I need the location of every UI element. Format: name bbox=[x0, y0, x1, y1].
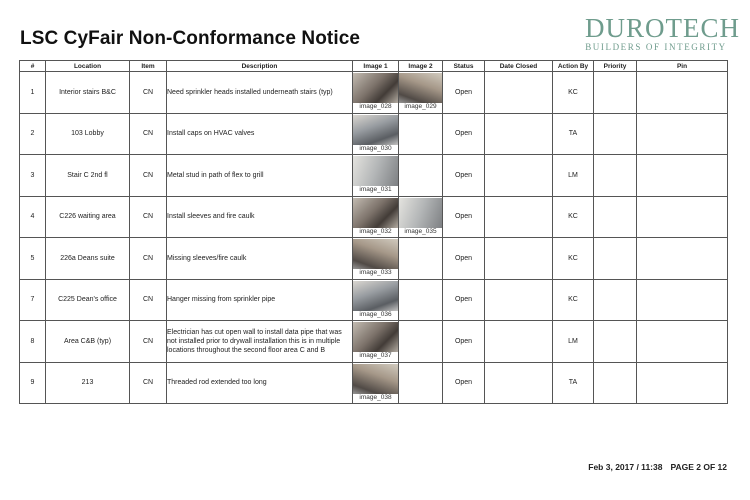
row-status: Open bbox=[443, 238, 485, 280]
table-row bbox=[20, 155, 728, 197]
row-pin bbox=[637, 196, 728, 238]
image-caption: image_029 bbox=[404, 103, 437, 111]
image2-cell[interactable] bbox=[399, 72, 443, 114]
durotech-logo bbox=[585, 13, 740, 52]
page-title: LSC CyFair Non-Conformance Notice bbox=[20, 28, 361, 49]
col-header-item: Item bbox=[130, 61, 167, 72]
page-footer bbox=[575, 462, 727, 472]
photo-thumbnail[interactable] bbox=[353, 73, 398, 103]
row-priority bbox=[594, 238, 637, 280]
table-row bbox=[20, 72, 728, 114]
table-row bbox=[20, 362, 728, 404]
footer-datetime: Feb 3, 2017 / 11:38 bbox=[588, 462, 663, 472]
table-header-row bbox=[20, 61, 728, 72]
row-status: Open bbox=[443, 196, 485, 238]
photo-thumbnail[interactable] bbox=[353, 156, 398, 186]
logo-wordmark: DUROTECH bbox=[585, 13, 740, 43]
image1-cell[interactable] bbox=[353, 321, 399, 363]
row-pin bbox=[637, 279, 728, 321]
row-pin bbox=[637, 155, 728, 197]
row-status: Open bbox=[443, 155, 485, 197]
row-date-closed bbox=[485, 113, 553, 155]
row-pin bbox=[637, 321, 728, 363]
row-item: CN bbox=[130, 113, 167, 155]
image-caption: image_038 bbox=[359, 393, 392, 401]
image2-cell bbox=[399, 238, 443, 280]
row-description: Need sprinkler heads installed underneath stairs (typ) bbox=[167, 72, 353, 114]
row-priority bbox=[594, 321, 637, 363]
row-priority bbox=[594, 196, 637, 238]
row-item: CN bbox=[130, 196, 167, 238]
image1-cell[interactable] bbox=[353, 196, 399, 238]
image1-cell[interactable] bbox=[353, 238, 399, 280]
row-item: CN bbox=[130, 238, 167, 280]
row-description: Install sleeves and fire caulk bbox=[167, 196, 353, 238]
row-priority bbox=[594, 155, 637, 197]
col-header-location: Location bbox=[46, 61, 130, 72]
image-caption: image_028 bbox=[359, 103, 392, 111]
table-row bbox=[20, 196, 728, 238]
photo-thumbnail[interactable] bbox=[353, 115, 398, 145]
row-action-by: KC bbox=[553, 72, 594, 114]
row-date-closed bbox=[485, 321, 553, 363]
row-action-by: TA bbox=[553, 362, 594, 404]
col-header-status: Status bbox=[443, 61, 485, 72]
image1-cell[interactable] bbox=[353, 362, 399, 404]
col-header-description: Description bbox=[167, 61, 353, 72]
photo-thumbnail[interactable] bbox=[399, 73, 442, 103]
image1-cell[interactable] bbox=[353, 113, 399, 155]
image-caption: image_037 bbox=[359, 352, 392, 360]
image2-cell bbox=[399, 321, 443, 363]
row-description: Missing sleeves/fire caulk bbox=[167, 238, 353, 280]
table-row bbox=[20, 113, 728, 155]
image-caption: image_032 bbox=[359, 227, 392, 235]
image-caption: image_036 bbox=[359, 310, 392, 318]
row-pin bbox=[637, 113, 728, 155]
row-action-by: LM bbox=[553, 321, 594, 363]
photo-thumbnail[interactable] bbox=[353, 239, 398, 269]
row-number: 3 bbox=[20, 155, 46, 197]
row-location: Area C&B (typ) bbox=[46, 321, 130, 363]
image2-cell bbox=[399, 362, 443, 404]
col-header-image2: Image 2 bbox=[399, 61, 443, 72]
col-header-date-closed: Date Closed bbox=[485, 61, 553, 72]
photo-thumbnail[interactable] bbox=[353, 364, 398, 394]
image1-cell[interactable] bbox=[353, 155, 399, 197]
row-description: Electrician has cut open wall to install data pipe that was not installed prior to drywall installation this is in multiple locations throughout the second floor area C and B bbox=[167, 321, 353, 363]
row-item: CN bbox=[130, 279, 167, 321]
row-pin bbox=[637, 238, 728, 280]
row-description: Install caps on HVAC valves bbox=[167, 113, 353, 155]
row-date-closed bbox=[485, 362, 553, 404]
row-action-by: KC bbox=[553, 279, 594, 321]
row-location: 103 Lobby bbox=[46, 113, 130, 155]
row-date-closed bbox=[485, 238, 553, 280]
col-header-num: # bbox=[20, 61, 46, 72]
row-priority bbox=[594, 362, 637, 404]
row-status: Open bbox=[443, 72, 485, 114]
row-priority bbox=[594, 279, 637, 321]
row-item: CN bbox=[130, 362, 167, 404]
col-header-image1: Image 1 bbox=[353, 61, 399, 72]
table-row bbox=[20, 279, 728, 321]
row-number: 1 bbox=[20, 72, 46, 114]
row-number: 4 bbox=[20, 196, 46, 238]
row-number: 7 bbox=[20, 279, 46, 321]
image-caption: image_033 bbox=[359, 269, 392, 277]
row-priority bbox=[594, 72, 637, 114]
row-item: CN bbox=[130, 72, 167, 114]
photo-thumbnail[interactable] bbox=[353, 198, 398, 228]
photo-thumbnail[interactable] bbox=[353, 322, 398, 352]
photo-thumbnail[interactable] bbox=[399, 198, 442, 228]
image2-cell[interactable] bbox=[399, 196, 443, 238]
row-location: 213 bbox=[46, 362, 130, 404]
image-caption: image_031 bbox=[359, 186, 392, 194]
col-header-action-by: Action By bbox=[553, 61, 594, 72]
row-number: 5 bbox=[20, 238, 46, 280]
row-item: CN bbox=[130, 321, 167, 363]
row-number: 9 bbox=[20, 362, 46, 404]
row-number: 2 bbox=[20, 113, 46, 155]
row-status: Open bbox=[443, 321, 485, 363]
row-status: Open bbox=[443, 362, 485, 404]
row-location: Stair C 2nd fl bbox=[46, 155, 130, 197]
table-row bbox=[20, 238, 728, 280]
image2-cell bbox=[399, 155, 443, 197]
image-caption: image_030 bbox=[359, 144, 392, 152]
row-status: Open bbox=[443, 113, 485, 155]
row-description: Hanger missing from sprinkler pipe bbox=[167, 279, 353, 321]
row-location: Interior stairs B&C bbox=[46, 72, 130, 114]
row-location: 226a Deans suite bbox=[46, 238, 130, 280]
row-action-by: LM bbox=[553, 155, 594, 197]
row-description: Metal stud in path of flex to grill bbox=[167, 155, 353, 197]
row-pin bbox=[637, 362, 728, 404]
nonconformance-table bbox=[19, 60, 728, 404]
row-description: Threaded rod extended too long bbox=[167, 362, 353, 404]
table-row bbox=[20, 321, 728, 363]
row-date-closed bbox=[485, 155, 553, 197]
col-header-priority: Priority bbox=[594, 61, 637, 72]
photo-thumbnail[interactable] bbox=[353, 281, 398, 311]
col-header-pin: Pin bbox=[637, 61, 728, 72]
row-pin bbox=[637, 72, 728, 114]
image1-cell[interactable] bbox=[353, 72, 399, 114]
row-action-by: KC bbox=[553, 238, 594, 280]
image2-cell bbox=[399, 113, 443, 155]
row-location: C225 Dean's office bbox=[46, 279, 130, 321]
row-number: 8 bbox=[20, 321, 46, 363]
image2-cell bbox=[399, 279, 443, 321]
row-action-by: KC bbox=[553, 196, 594, 238]
row-status: Open bbox=[443, 279, 485, 321]
row-location: C226 waiting area bbox=[46, 196, 130, 238]
row-date-closed bbox=[485, 196, 553, 238]
image1-cell[interactable] bbox=[353, 279, 399, 321]
logo-tagline: BUILDERS OF INTEGRITY bbox=[585, 42, 727, 52]
row-date-closed bbox=[485, 279, 553, 321]
image-caption: image_035 bbox=[404, 227, 437, 235]
row-date-closed bbox=[485, 72, 553, 114]
row-item: CN bbox=[130, 155, 167, 197]
footer-page-number: PAGE 2 OF 12 bbox=[670, 462, 727, 472]
row-action-by: TA bbox=[553, 113, 594, 155]
row-priority bbox=[594, 113, 637, 155]
